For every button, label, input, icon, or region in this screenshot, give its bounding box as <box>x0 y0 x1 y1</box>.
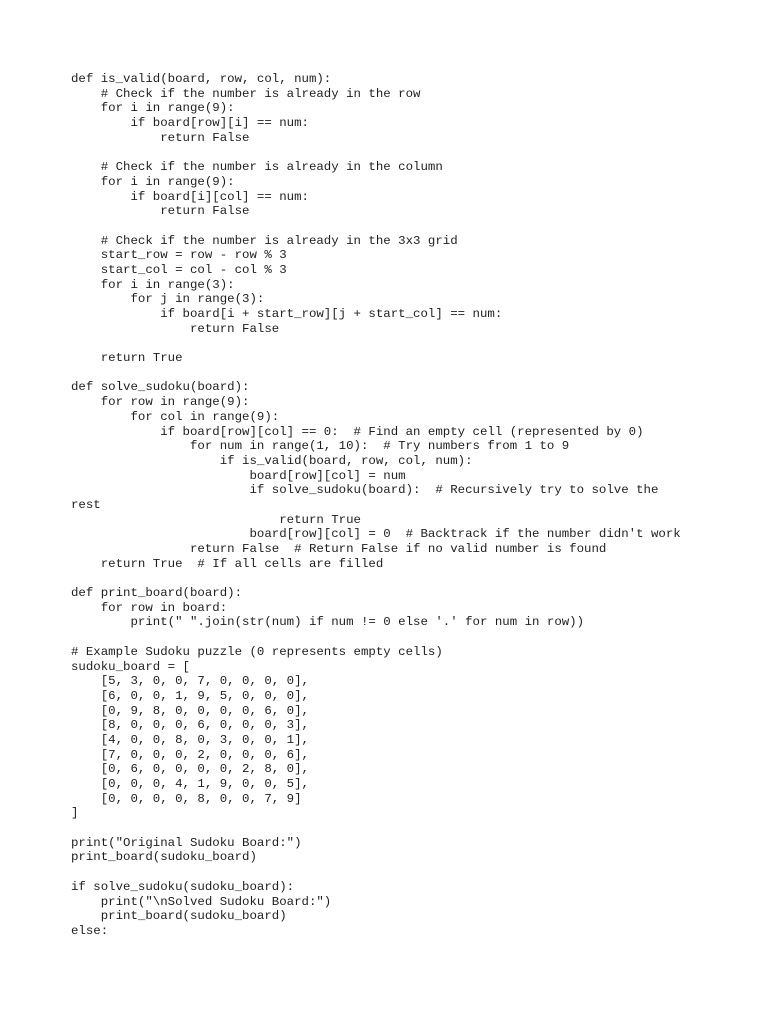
code-line: # Check if the number is already in the column <box>71 160 443 175</box>
code-line: if solve_sudoku(sudoku_board): <box>71 879 295 894</box>
code-line: return True <box>71 512 361 527</box>
code-line <box>71 821 731 836</box>
code-line: [0, 0, 0, 4, 1, 9, 0, 0, 5], <box>71 777 309 791</box>
code-line: return True # If all cells are filled <box>71 556 384 571</box>
code-line: [6, 0, 0, 1, 9, 5, 0, 0, 0], <box>71 688 309 703</box>
code-line: if solve_sudoku(board): # Recursively try to solve the <box>71 483 659 498</box>
code-line <box>71 571 731 586</box>
code-line: print(" ".join(str(num) if num != 0 else '.' for num in row)) <box>71 615 585 630</box>
code-listing <box>71 72 731 939</box>
code-line: else: <box>71 923 109 938</box>
code-line <box>71 865 731 880</box>
code-line: print_board(sudoku_board) <box>71 909 287 924</box>
code-line: [4, 0, 0, 8, 0, 3, 0, 0, 1], <box>71 732 309 747</box>
code-line: return False <box>71 321 280 336</box>
code-line: return False <box>71 204 250 219</box>
code-line: if board[row][col] == 0: # Find an empty cell (represented by 0) <box>71 424 644 439</box>
code-line: [5, 3, 0, 0, 7, 0, 0, 0, 0], <box>71 674 309 689</box>
code-line: if board[row][i] == num: <box>71 116 309 131</box>
code-line: [0, 0, 0, 0, 8, 0, 0, 7, 9] <box>71 791 302 806</box>
code-line: return True <box>71 351 183 366</box>
code-line: board[row][col] = num <box>71 468 406 483</box>
code-line: [8, 0, 0, 0, 6, 0, 0, 0, 3], <box>71 718 309 733</box>
code-line: print("Original Sudoku Board:") <box>71 835 302 850</box>
code-line: start_col = col - col % 3 <box>71 262 287 277</box>
code-line: for i in range(9): <box>71 174 235 189</box>
code-line: if board[i][col] == num: <box>71 189 309 204</box>
code-line: print("\nSolved Sudoku Board:") <box>71 894 332 909</box>
code-line: # Check if the number is already in the row <box>71 86 421 101</box>
code-line: for i in range(3): <box>71 277 235 292</box>
code-line: if board[i + start_row][j + start_col] == num: <box>71 307 503 321</box>
code-line: for i in range(9): <box>71 101 235 116</box>
code-line: return False # Return False if no valid number is found <box>71 542 607 556</box>
code-line <box>71 630 731 645</box>
code-line: # Check if the number is already in the 3x3 grid <box>71 233 458 248</box>
code-line: def is_valid(board, row, col, num): <box>71 72 332 86</box>
code-line: if is_valid(board, row, col, num): <box>71 453 473 468</box>
code-line <box>71 219 731 234</box>
code-line: sudoku_board = [ <box>71 659 190 674</box>
code-line: [0, 6, 0, 0, 0, 0, 2, 8, 0], <box>71 762 309 777</box>
code-line: [7, 0, 0, 0, 2, 0, 0, 0, 6], <box>71 747 309 762</box>
code-line: # Example Sudoku puzzle (0 represents empty cells) <box>71 644 443 659</box>
code-line: [0, 9, 8, 0, 0, 0, 0, 6, 0], <box>71 703 309 718</box>
code-line: rest <box>71 497 101 512</box>
code-line: for num in range(1, 10): # Try numbers from 1 to 9 <box>71 439 570 454</box>
code-line: return False <box>71 130 250 145</box>
code-line <box>71 336 731 351</box>
code-line: for row in board: <box>71 600 228 615</box>
code-line: ] <box>71 806 79 821</box>
code-line <box>71 366 731 381</box>
code-line <box>71 145 731 160</box>
code-line: print_board(sudoku_board) <box>71 850 257 865</box>
code-line: for col in range(9): <box>71 409 280 424</box>
code-line: board[row][col] = 0 # Backtrack if the number didn't work <box>71 527 681 542</box>
code-line: for j in range(3): <box>71 292 265 307</box>
code-line: def solve_sudoku(board): <box>71 380 250 395</box>
code-line: start_row = row - row % 3 <box>71 248 287 263</box>
code-line: for row in range(9): <box>71 395 250 410</box>
code-line: def print_board(board): <box>71 586 243 601</box>
